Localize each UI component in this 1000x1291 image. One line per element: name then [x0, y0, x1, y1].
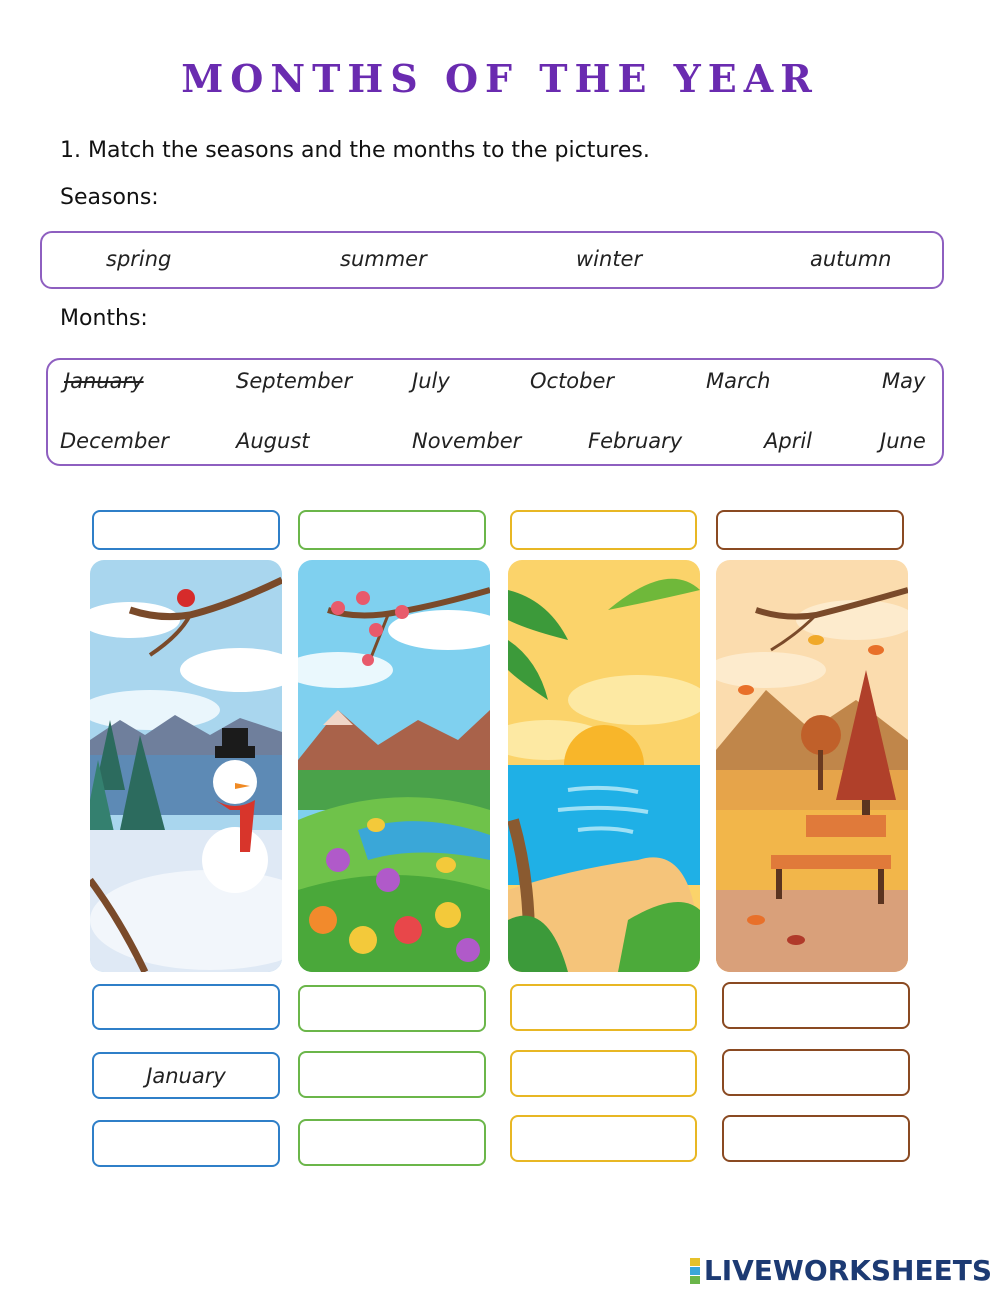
liveworksheets-logo-icon	[690, 1258, 700, 1284]
months-word-bank	[46, 358, 944, 466]
autumn-picture	[716, 560, 908, 972]
month-word-january[interactable]: January	[64, 369, 144, 393]
month-answer-summer-1[interactable]	[510, 984, 697, 1031]
season-answer-autumn-column[interactable]	[716, 510, 904, 550]
month-word-july[interactable]: July	[412, 369, 450, 393]
summer-picture	[508, 560, 700, 972]
month-word-december[interactable]: December	[60, 429, 169, 453]
month-answer-winter-1[interactable]	[92, 984, 280, 1030]
month-word-february[interactable]: February	[588, 429, 683, 453]
month-answer-summer-2[interactable]	[510, 1050, 697, 1097]
winter-picture	[90, 560, 282, 972]
month-word-october[interactable]: October	[530, 369, 615, 393]
month-answer-spring-1[interactable]	[298, 985, 486, 1032]
season-word-autumn[interactable]: autumn	[810, 247, 892, 271]
month-word-april[interactable]: April	[764, 429, 812, 453]
month-word-june[interactable]: June	[880, 429, 926, 453]
months-label: Months:	[60, 306, 148, 331]
month-answer-autumn-3[interactable]	[722, 1115, 910, 1162]
month-word-august[interactable]: August	[236, 429, 310, 453]
instruction-text: 1. Match the seasons and the months to the pictures.	[60, 138, 650, 163]
liveworksheets-logo-text: LIVEWORKSHEETS	[703, 1254, 992, 1287]
season-answer-spring-column[interactable]	[298, 510, 486, 550]
season-answer-summer-column[interactable]	[510, 510, 697, 550]
season-word-winter[interactable]: winter	[576, 247, 643, 271]
liveworksheets-logo	[690, 1254, 992, 1287]
season-answer-winter-column[interactable]	[92, 510, 280, 550]
seasons-word-bank	[40, 231, 944, 289]
month-word-may[interactable]: May	[882, 369, 926, 393]
month-answer-spring-3[interactable]	[298, 1119, 486, 1166]
month-answer-winter-3[interactable]	[92, 1120, 280, 1167]
month-answer-summer-3[interactable]	[510, 1115, 697, 1162]
seasons-label: Seasons:	[60, 185, 159, 210]
season-word-spring[interactable]: spring	[106, 247, 172, 271]
month-answer-autumn-1[interactable]	[722, 982, 910, 1029]
season-word-summer[interactable]: summer	[340, 247, 427, 271]
page-title: MONTHS OF THE YEAR	[181, 56, 819, 101]
month-word-november[interactable]: November	[412, 429, 522, 453]
month-word-september[interactable]: September	[236, 369, 353, 393]
month-answer-spring-2[interactable]	[298, 1051, 486, 1098]
month-answer-winter-2[interactable]: January	[92, 1052, 280, 1099]
spring-picture	[298, 560, 490, 972]
month-answer-autumn-2[interactable]	[722, 1049, 910, 1096]
month-word-march[interactable]: March	[706, 369, 771, 393]
